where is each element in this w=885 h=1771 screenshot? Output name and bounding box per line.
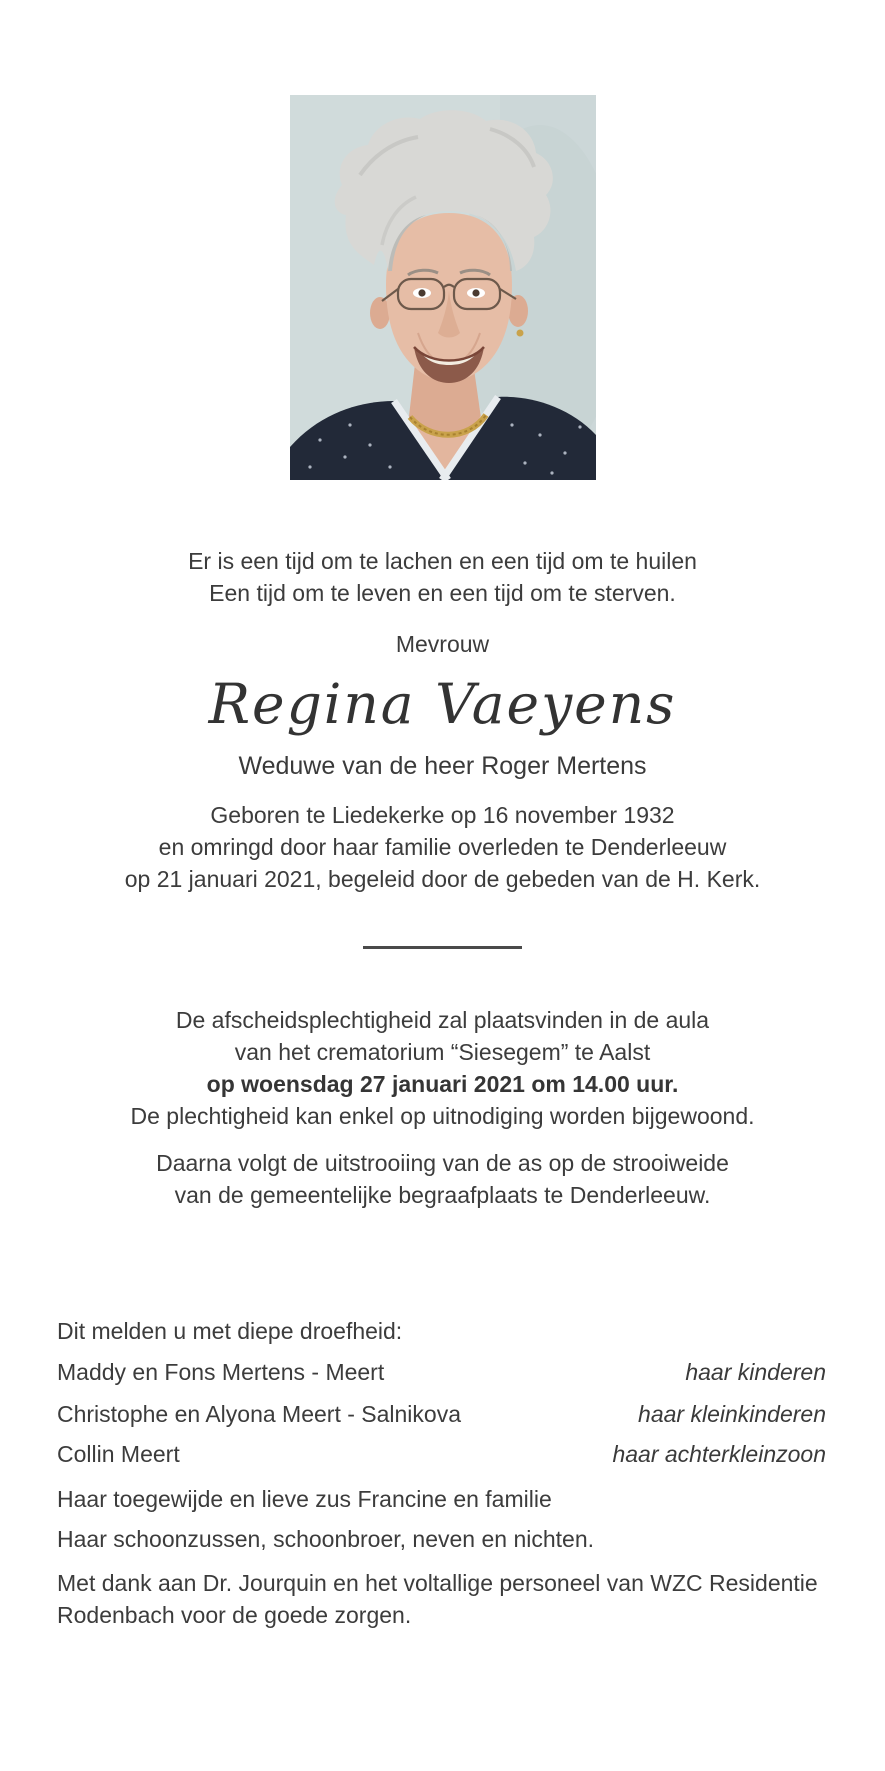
family-intro: Dit melden u met diepe droefheid: <box>57 1318 403 1344</box>
acknowledgement-line-1: Met dank aan Dr. Jourquin en het voltallige personeel van WZC Residentie <box>57 1570 818 1596</box>
quote-line-1: Er is een tijd om te lachen en een tijd om te huilen <box>188 548 697 574</box>
portrait-illustration <box>290 95 596 480</box>
family-inlaws-line: Haar schoonzussen, schoonbroer, neven en nichten. <box>57 1526 595 1552</box>
portrait-photo <box>290 95 596 480</box>
family-relation: haar achterkleinzoon <box>612 1441 826 1467</box>
family-sister-line: Haar toegewijde en lieve zus Francine en familie <box>57 1486 552 1512</box>
section-divider <box>363 946 522 949</box>
death-place-line: en omringd door haar familie overleden te Denderleeuw <box>158 834 727 860</box>
ceremony-line-2: van het crematorium “Siesegem” te Aalst <box>234 1039 651 1065</box>
family-relation: haar kinderen <box>685 1359 826 1385</box>
family-row-grandchildren <box>57 1401 826 1429</box>
acknowledgement-line-2: Rodenbach voor de goede zorgen. <box>57 1602 412 1628</box>
ceremony-line-1: De afscheidsplechtigheid zal plaatsvinden in de aula <box>175 1007 710 1033</box>
life-dates <box>0 799 885 895</box>
acknowledgement <box>57 1567 828 1631</box>
birth-line: Geboren te Liedekerke op 16 november 1932 <box>210 802 675 828</box>
family-names: Collin Meert <box>57 1441 180 1467</box>
opening-quote <box>0 545 885 609</box>
ash-scattering-details <box>0 1147 885 1211</box>
ceremony-note: De plechtigheid kan enkel op uitnodiging worden bijgewoond. <box>130 1103 755 1129</box>
quote-line-2: Een tijd om te leven en een tijd om te sterven. <box>209 580 676 606</box>
scattering-line-1: Daarna volgt de uitstrooiing van de as op de strooiweide <box>156 1150 729 1176</box>
widow-relation: Weduwe van de heer Roger Mertens <box>238 752 647 780</box>
family-names: Christophe en Alyona Meert - Salnikova <box>57 1401 461 1427</box>
deceased-name: Regina Vaeyens <box>208 672 677 736</box>
family-names: Maddy en Fons Mertens - Meert <box>57 1359 385 1385</box>
ceremony-datetime: op woensdag 27 januari 2021 om 14.00 uur. <box>206 1071 679 1097</box>
family-relation: haar kleinkinderen <box>638 1401 826 1427</box>
family-row-great-grandson <box>57 1441 826 1469</box>
death-date-line: op 21 januari 2021, begeleid door de gebeden van de H. Kerk. <box>124 866 761 892</box>
scattering-line-2: van de gemeentelijke begraafplaats te Denderleeuw. <box>174 1182 711 1208</box>
salutation: Mevrouw <box>395 631 490 657</box>
ceremony-details <box>0 1004 885 1132</box>
family-row-children <box>57 1359 826 1387</box>
